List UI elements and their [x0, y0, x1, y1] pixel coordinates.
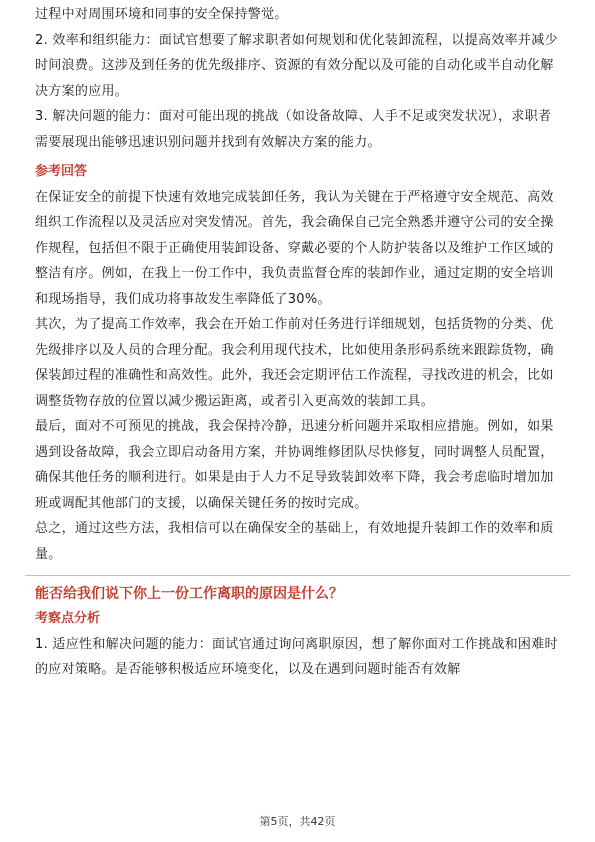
answer-paragraph-1: 在保证安全的前提下快速有效地完成装卸任务，我认为关键在于严格遵守安全规范、高效组织工作流程以及灵活应对突发情况。首先，我会确保自己完全熟悉并遵守公司的安全操作规程，包括但不限于正确使用装卸设备、穿戴必要的个人防护装备以及维护工作区域的整洁有序。例如，在我上一份工作中，我负责监督仓库的装卸作业，通过定期的安全培训和现场指导，我们成功将事故发生率降低了30%。 [35, 189, 554, 307]
page-content [35, 2, 560, 683]
intro-paragraph-1: 过程中对周围环境和同事的安全保持警觉。 [35, 7, 288, 22]
answer-heading: 参考回答 [35, 164, 88, 179]
page-footer: 第5页，共42页 [259, 815, 336, 828]
answer-paragraph-3: 最后，面对不可预见的挑战，我会保持冷静，迅速分析问题并采取相应措施。例如，如果遇到设备故障，我会立即启动备用方案，并协调维修团队尽快修复，同时调整人员配置，确保其他任务的顺利进行。如果是由于人力不足导致装卸效率下降，我会考虑临时增加加班或调配其他部门的支援，以确保关键任务的按时完成。 [35, 419, 554, 511]
analysis-heading: 考察点分析 [35, 611, 101, 626]
answer-paragraph-2: 其次，为了提高工作效率，我会在开始工作前对任务进行详细规划，包括货物的分类、优先级排序以及人员的合理分配。我会利用现代技术，比如使用条形码系统来跟踪货物，确保装卸过程的准确性和高效性。此外，我还会定期评估工作流程，寻找改进的机会，比如调整货物存放的位置以减少搬运距离，或者引入更高效的装卸工具。 [35, 317, 554, 409]
intro-paragraph-3: 3. 解决问题的能力：面对可能出现的挑战（如设备故障、人手不足或突发状况），求职者需要展现出能够迅速识别问题并找到有效解决方案的能力。 [35, 109, 552, 150]
analysis-paragraph-1: 1. 适应性和解决问题的能力：面试官通过询问离职原因，想了解你面对工作挑战和困难时的应对策略。是否能够积极适应环境变化，以及在遇到问题时能否有效解 [35, 636, 558, 677]
answer-paragraph-4: 总之，通过这些方法，我相信可以在确保安全的基础上，有效地提升装卸工作的效率和质量。 [35, 521, 554, 562]
intro-paragraph-2: 2. 效率和组织能力：面试官想要了解求职者如何规划和优化装卸流程，以提高效率并减少时间浪费。这涉及到任务的优先级排序、资源的有效分配以及可能的自动化或半自动化解决方案的应用。 [35, 32, 558, 99]
section-divider [25, 575, 570, 576]
question-heading: 能否给我们说下你上一份工作离职的原因是什么？ [35, 586, 343, 602]
